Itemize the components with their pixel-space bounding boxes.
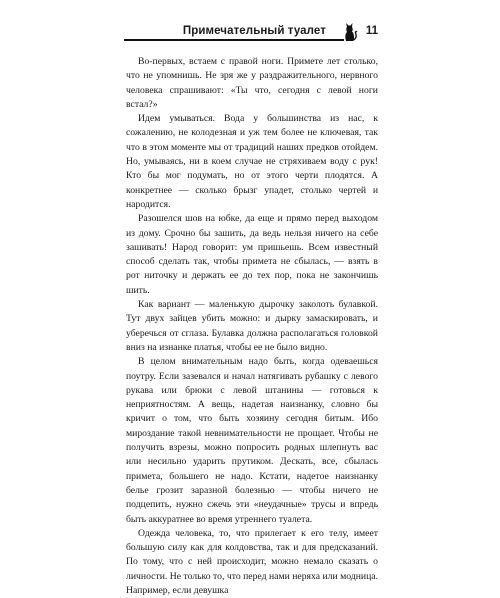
page-header bbox=[124, 24, 378, 42]
body-text bbox=[126, 55, 378, 598]
paragraph: Разошелся шов на юбке, да еще и прямо перед выходом из дому. Срочно бы зашить, да ведь нельзя ничего на себе зашивать! Народ говорит: ум пришьешь. Всем известный способ сделать так, чтобы примета не сбылась, — взять в рот ниточку и держать ее до тех пор, пока не закончишь шить. bbox=[126, 213, 378, 296]
paragraph: Одежда человека, то, что прилегает к его телу, имеет большую силу как для колдовства, так и для предсказаний. По тому, что с ней происходит, можно немало сказать о личности. Не только то, что перед нами неряха или модница. Например, если девушка bbox=[126, 527, 378, 596]
paragraph: В целом внимательным надо быть, когда одеваешься поутру. Если зазевался и начал натягивать рубашку с левого рукава или брюки с левой штанины — готовься к неприятностям. А вещь, надетая наизнанку, словно бы кричит о том, что быть хозяину сегодня битым. Ибо мироздание такой невнимательности не прощает. Чтобы не получить взрезы, можно попросить родных шлепнуть вас или несильно ударить прутиком. Дескать, все, сбылась примета, большего не надо. Кстати, надетое наизнанку белье грозит заразной болезнью — чтобы ничего не подцепить, нужно сжечь эти «неудачные» трусы и впредь быть аккуратнее во время утреннего туалета. bbox=[126, 356, 378, 525]
paragraph: Идем умываться. Вода у большинства из нас, к сожалению, не колодезная и уж тем более не ключевая, так что в этом моменте мы от традиций наших предков отойдем. Но, умываясь, ни в коем случае не стряхиваем воду с рук! Кто бы мог подумать, но от этого черти плодятся. А конкретнее — сколько брызг упадет, столько чертей и народится. bbox=[126, 113, 378, 210]
running-title: Примечательный туалет bbox=[182, 25, 326, 37]
paragraph: Как вариант — маленькую дырочку заколоть булавкой. Тут двух зайцев убить можно: и дырку замаскировать, и уберечься от сглаза. Булавка должна располагаться головкой вниз на изнанке платья, чтобы ее не было видно. bbox=[126, 299, 378, 353]
paragraph: Во-первых, встаем с правой ноги. Примете лет столько, что не упомнишь. Не зря же у раздражительного, нервного человека спрашивают: «Ты что, сегодня с левой ноги встал?» bbox=[126, 56, 378, 110]
black-cat-icon bbox=[340, 20, 358, 42]
header-rule bbox=[124, 39, 344, 41]
page-number: 11 bbox=[365, 25, 378, 37]
